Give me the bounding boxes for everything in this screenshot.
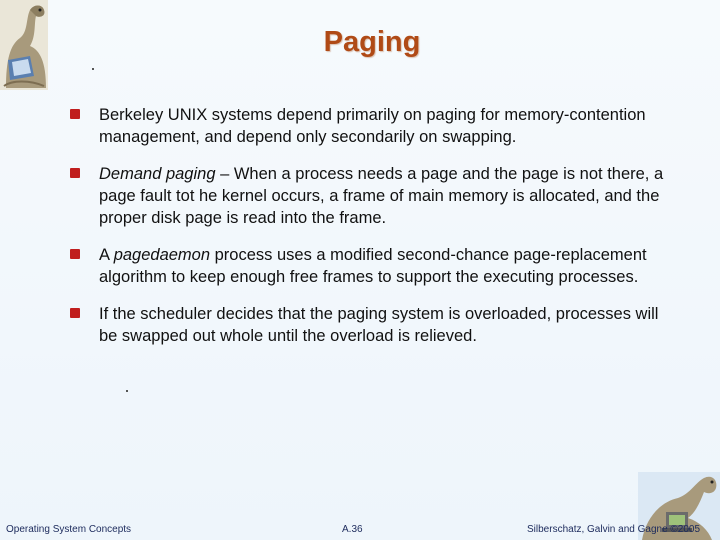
bullet-item-demand-paging (70, 163, 670, 229)
footer-course-title: Operating System Concepts (6, 524, 132, 535)
bullet-text: Berkeley UNIX systems depend primarily on paging for memory-contention management, and depend only secondarily on swapping. (99, 106, 646, 146)
stray-dot (126, 390, 128, 392)
footer-page-number: A.36 (342, 524, 363, 535)
bullet-square-icon (70, 308, 80, 318)
bullet-item-scheduler-overload (70, 303, 670, 347)
slide-title: Paging (323, 26, 421, 58)
bullet-square-icon (70, 249, 80, 259)
footer-copyright: Silberschatz, Galvin and Gagne ©2005 (527, 524, 701, 535)
bullet-list (70, 104, 670, 362)
bullet-square-icon (70, 109, 80, 119)
bullet-text: If the scheduler decides that the paging system is overloaded, processes will be swapped out whole until the overload is relieved. (99, 305, 659, 345)
bullet-square-icon (70, 168, 80, 178)
stray-dot (92, 68, 94, 70)
bullet-text: – When a process needs a page and the page is not there, a page fault tot he kernel occurs, a frame of main memory is allocated, and the proper disk page is read into the frame. (99, 165, 664, 227)
bullet-text: process uses a modified second-chance page-replacement algorithm to keep enough free frames to support the executing processes. (99, 246, 647, 286)
bullet-item-berkeley-paging (70, 104, 670, 148)
bullet-term-pagedaemon: pagedaemon (113, 246, 211, 264)
bullet-item-pagedaemon (70, 244, 670, 288)
bullet-text-prefix: A (99, 246, 114, 264)
bullet-term-demand-paging: Demand paging (99, 165, 216, 183)
